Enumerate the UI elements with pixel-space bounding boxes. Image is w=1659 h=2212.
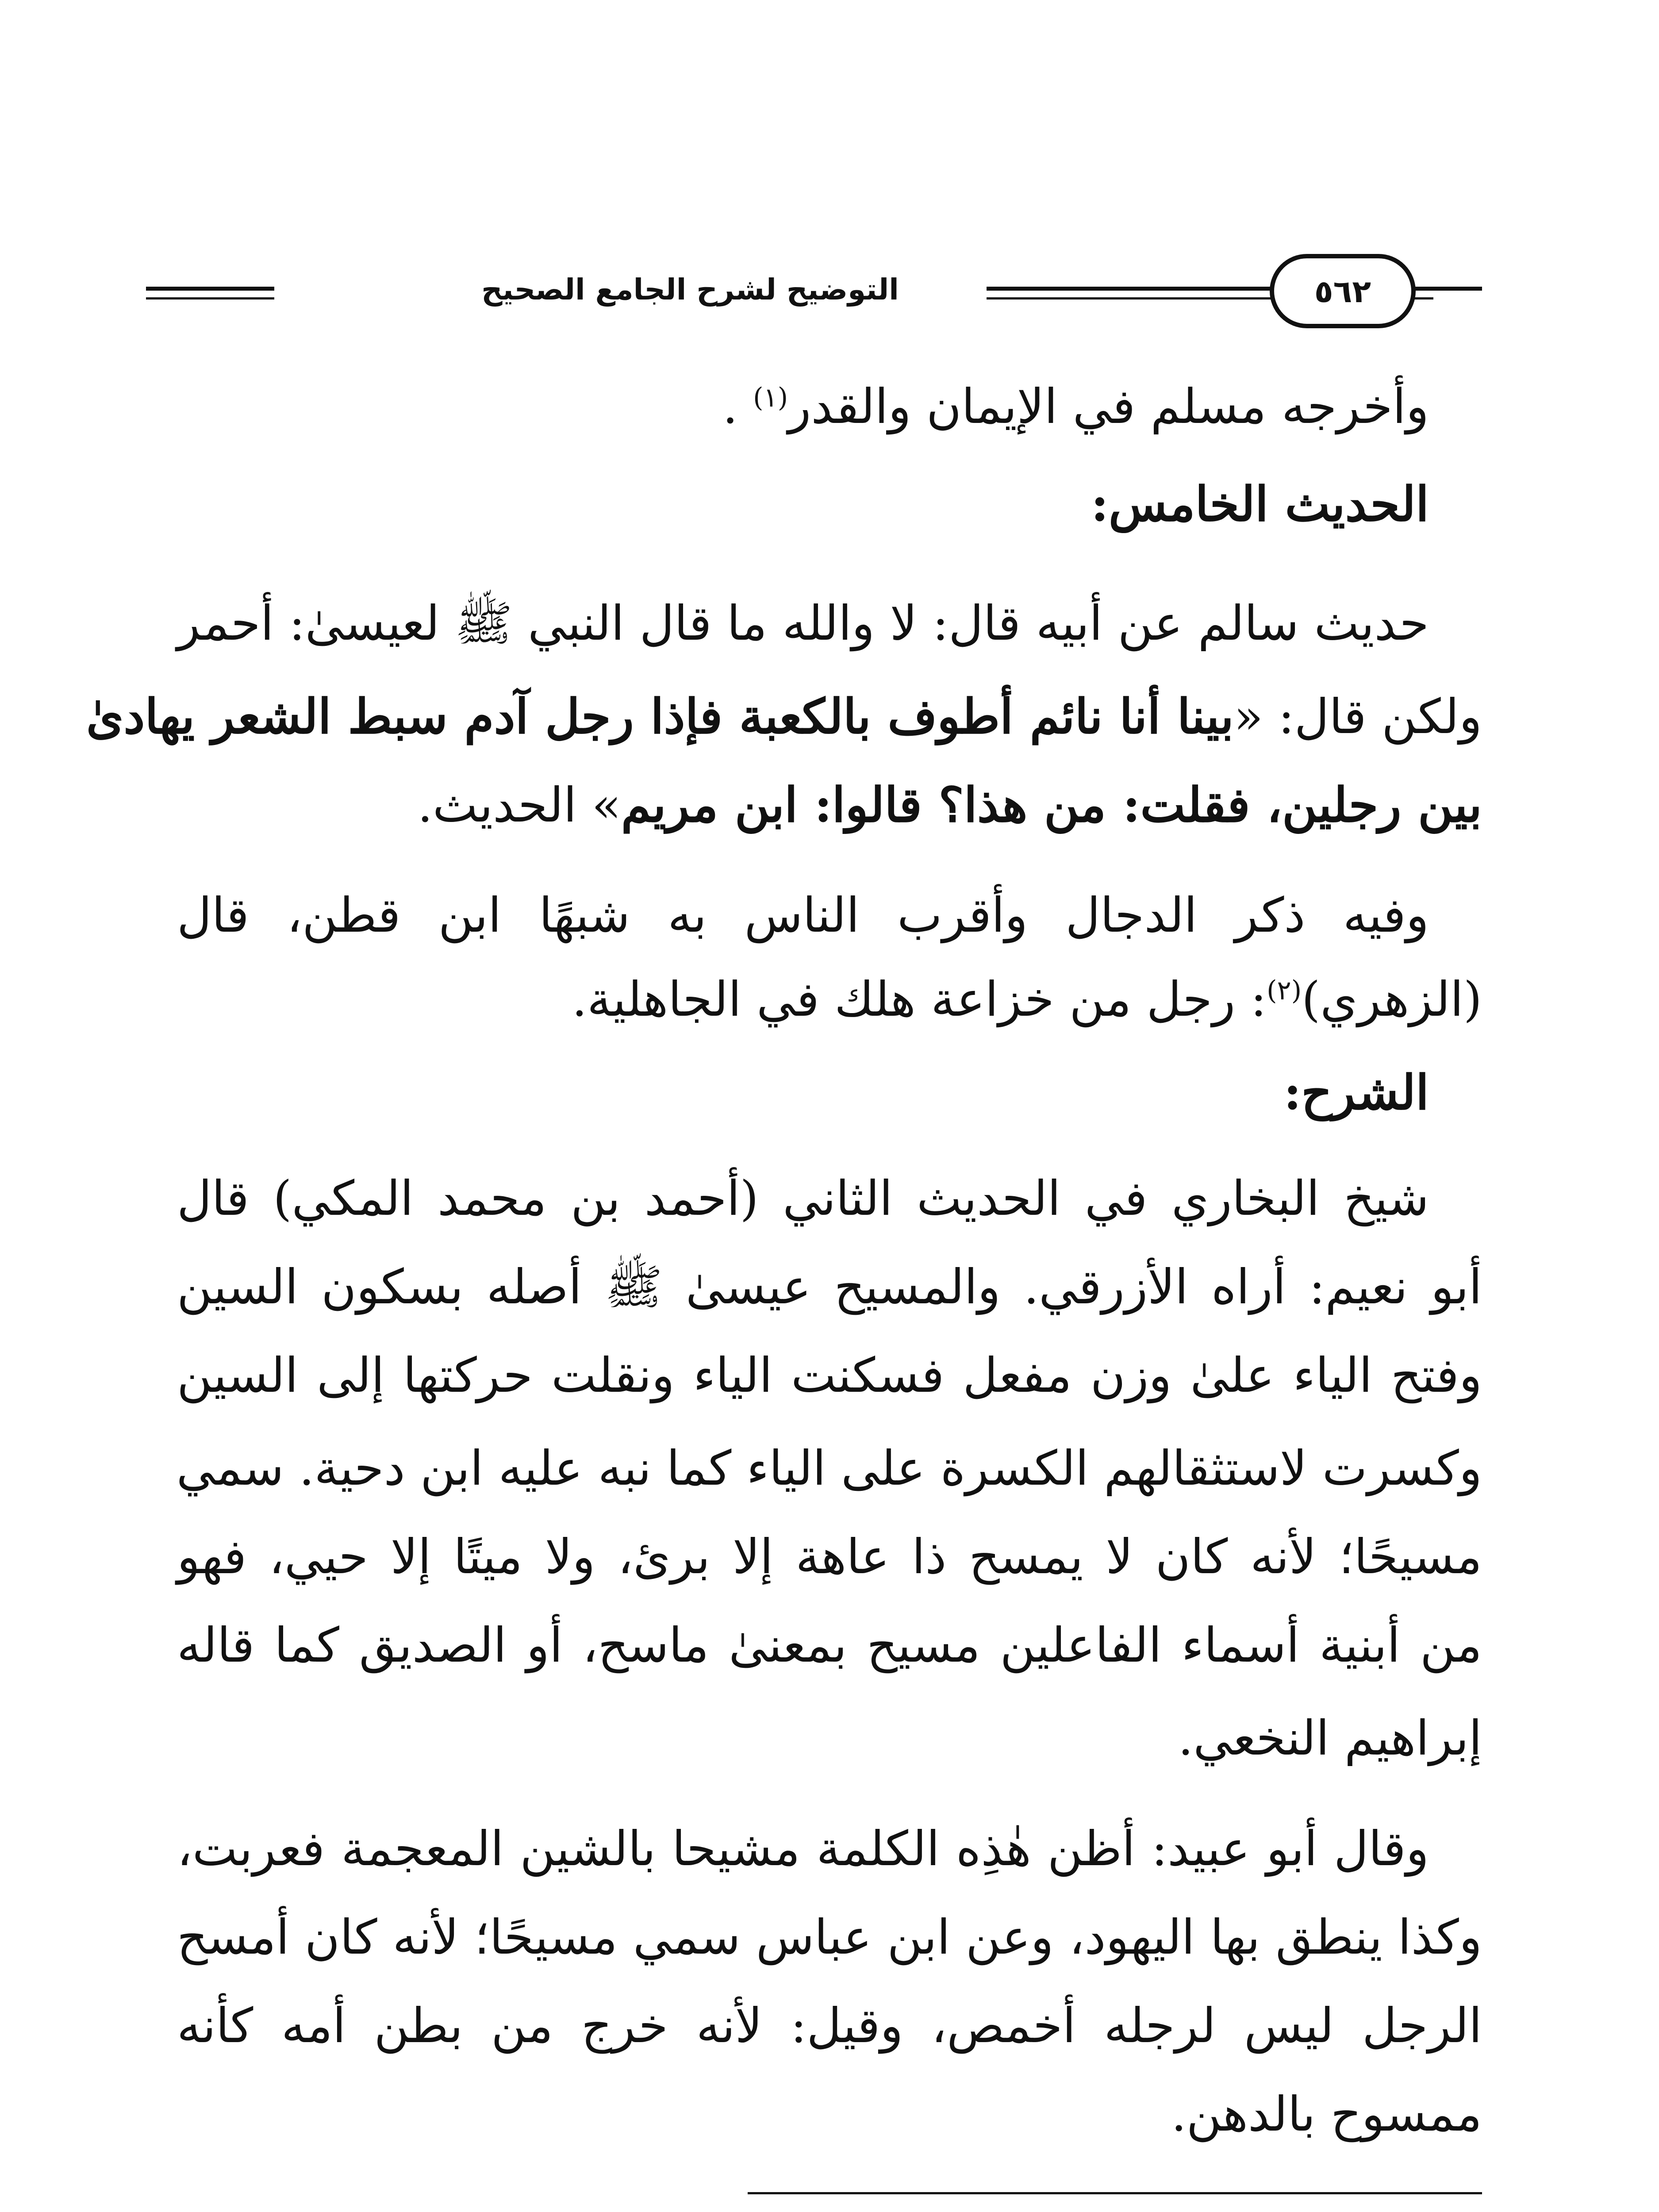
hadith-quote: بينا أنا نائم أطوف بالكعبة فإذا رجل آدم سبط الشعر يهادىٰ [86, 689, 1234, 745]
page-number: ٥٦٢ [1314, 273, 1371, 310]
text-line [86, 672, 1482, 761]
text-line [177, 761, 1482, 849]
footnote-ref-2: (٢) [1267, 975, 1302, 1006]
line-text: » الحديث. [417, 778, 621, 833]
section-heading: الحديث الخامس: [1091, 476, 1429, 532]
line-text: ولكن قال: « [1233, 689, 1482, 745]
text-line: الرجل ليس لرجله أخمص، وقيل: لأنه خرج من بطن أمه كأنه [177, 1998, 1482, 2054]
text-line: وكسرت لاستثقالهم الكسرة على الياء كما نبه عليه ابن دحية. سمي [176, 1441, 1482, 1496]
hadith-quote: بين رجلين، فقلت: من هذا؟ قالوا: ابن مريم [621, 777, 1482, 833]
text-line [177, 363, 1429, 451]
text-line: شيخ البخاري في الحديث الثاني (أحمد بن محمد المكي) قال [177, 1171, 1429, 1226]
line-text: . [722, 379, 753, 434]
book-title: التوضيح لشرح الجامع الصحيح [481, 273, 899, 307]
text-line: وفتح الياء علىٰ وزن مفعل فسكنت الياء ونقلت حركتها إلى السين [177, 1348, 1482, 1403]
text-line: حديث سالم عن أبيه قال: لا والله ما قال النبي ﷺ لعيسىٰ: أحمر [177, 596, 1429, 651]
text-line [177, 956, 1482, 1044]
section-heading: الشرح: [1283, 1065, 1429, 1121]
footnote-separator [748, 2192, 1482, 2194]
text-line: ممسوح بالدهن. [1171, 2087, 1482, 2142]
text-line: وفيه ذكر الدجال وأقرب الناس به شبهًا ابن قطن، قال [177, 888, 1429, 943]
page-number-badge [1270, 254, 1416, 328]
text-line: إبراهيم النخعي. [1178, 1711, 1482, 1766]
line-text: (الزهري) [1302, 972, 1482, 1027]
running-header [146, 248, 1482, 336]
header-rule-right [1411, 287, 1482, 291]
text-line: وقال أبو عبيد: أظن هٰذِه الكلمة مشيحا بالشين المعجمة فعربت، [177, 1821, 1429, 1877]
text-line: من أبنية أسماء الفاعلين مسيح بمعنىٰ ماسح، أو الصديق كما قاله [177, 1618, 1482, 1673]
header-rule-left-thin [146, 297, 274, 300]
text-line: وكذا ينطق بها اليهود، وعن ابن عباس سمي مسيحًا؛ لأنه كان أمسح [177, 1910, 1482, 1965]
footnote-ref-1: (١) [753, 382, 788, 413]
text-line: أبو نعيم: أراه الأزرقي. والمسيح عيسىٰ ﷺ أصله بسكون السين [177, 1260, 1482, 1315]
line-text: وأخرجه مسلم في الإيمان والقدر [788, 379, 1429, 434]
header-rule-left [146, 287, 274, 291]
text-line: مسيحًا؛ لأنه كان لا يمسح ذا عاهة إلا برئ، ولا ميتًا إلا حيي، فهو [177, 1529, 1482, 1585]
line-text: : رجل من خزاعة هلك في الجاهلية. [572, 972, 1267, 1027]
